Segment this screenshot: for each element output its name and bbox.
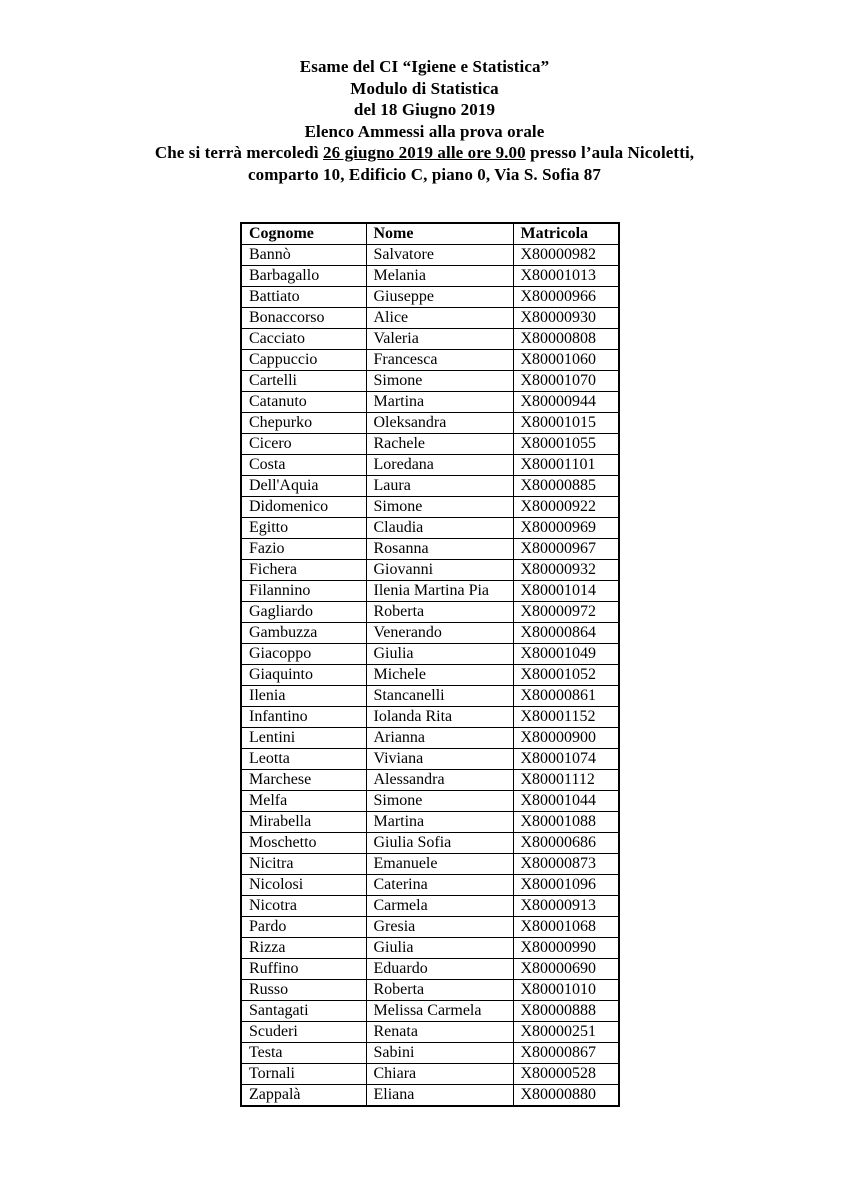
cell-nome: Martina <box>366 812 513 833</box>
cell-cognome: Ilenia <box>241 686 366 707</box>
table-row <box>241 665 619 686</box>
table-body <box>241 245 619 1107</box>
table-row <box>241 959 619 980</box>
cell-cognome: Infantino <box>241 707 366 728</box>
cell-matricola: X80000922 <box>513 497 619 518</box>
cell-cognome: Mirabella <box>241 812 366 833</box>
cell-cognome: Giaquinto <box>241 665 366 686</box>
table-row <box>241 476 619 497</box>
cell-cognome: Barbagallo <box>241 266 366 287</box>
table-row <box>241 812 619 833</box>
cell-nome: Alessandra <box>366 770 513 791</box>
cell-cognome: Moschetto <box>241 833 366 854</box>
admitted-students-table <box>240 222 620 1107</box>
table-row <box>241 350 619 371</box>
table-row <box>241 938 619 959</box>
table-row <box>241 455 619 476</box>
cell-nome: Roberta <box>366 980 513 1001</box>
cell-matricola: X80000944 <box>513 392 619 413</box>
cell-nome: Francesca <box>366 350 513 371</box>
cell-nome: Salvatore <box>366 245 513 266</box>
cell-matricola: X80000966 <box>513 287 619 308</box>
cell-matricola: X80001014 <box>513 581 619 602</box>
cell-cognome: Santagati <box>241 1001 366 1022</box>
cell-matricola: X80000930 <box>513 308 619 329</box>
table-row <box>241 1043 619 1064</box>
cell-nome: Roberta <box>366 602 513 623</box>
table-row <box>241 581 619 602</box>
table-row <box>241 1022 619 1043</box>
table-row <box>241 644 619 665</box>
table-row <box>241 1085 619 1107</box>
header-line-oral-exam-info <box>0 142 849 164</box>
cell-matricola: X80000867 <box>513 1043 619 1064</box>
table-row <box>241 602 619 623</box>
cell-cognome: Russo <box>241 980 366 1001</box>
cell-cognome: Cappuccio <box>241 350 366 371</box>
cell-matricola: X80001013 <box>513 266 619 287</box>
cell-matricola: X80000885 <box>513 476 619 497</box>
cell-nome: Oleksandra <box>366 413 513 434</box>
cell-nome: Eliana <box>366 1085 513 1107</box>
cell-cognome: Testa <box>241 1043 366 1064</box>
cell-cognome: Catanuto <box>241 392 366 413</box>
cell-matricola: X80000913 <box>513 896 619 917</box>
cell-cognome: Fichera <box>241 560 366 581</box>
cell-nome: Melissa Carmela <box>366 1001 513 1022</box>
table-row <box>241 245 619 266</box>
cell-nome: Simone <box>366 371 513 392</box>
cell-nome: Michele <box>366 665 513 686</box>
cell-nome: Giulia Sofia <box>366 833 513 854</box>
cell-matricola: X80001152 <box>513 707 619 728</box>
oral-info-suffix: presso l’aula Nicoletti, <box>525 143 695 163</box>
cell-matricola: X80000990 <box>513 938 619 959</box>
cell-cognome: Gagliardo <box>241 602 366 623</box>
cell-nome: Stancanelli <box>366 686 513 707</box>
table-row <box>241 749 619 770</box>
table-row <box>241 1064 619 1085</box>
table-row <box>241 392 619 413</box>
cell-nome: Gresia <box>366 917 513 938</box>
header-line-module: Modulo di Statistica <box>350 78 499 98</box>
oral-info-prefix: Che si terrà mercoledì <box>154 143 324 163</box>
cell-matricola: X80000861 <box>513 686 619 707</box>
cell-nome: Renata <box>366 1022 513 1043</box>
cell-matricola: X80000686 <box>513 833 619 854</box>
cell-nome: Caterina <box>366 875 513 896</box>
cell-matricola: X80000888 <box>513 1001 619 1022</box>
cell-matricola: X80000932 <box>513 560 619 581</box>
cell-matricola: X80001044 <box>513 791 619 812</box>
cell-matricola: X80001015 <box>513 413 619 434</box>
cell-cognome: Lentini <box>241 728 366 749</box>
cell-nome: Claudia <box>366 518 513 539</box>
cell-nome: Simone <box>366 497 513 518</box>
cell-matricola: X80001096 <box>513 875 619 896</box>
cell-nome: Giuseppe <box>366 287 513 308</box>
cell-matricola: X80001060 <box>513 350 619 371</box>
cell-cognome: Egitto <box>241 518 366 539</box>
cell-matricola: X80001112 <box>513 770 619 791</box>
cell-cognome: Melfa <box>241 791 366 812</box>
table-row <box>241 707 619 728</box>
table-row <box>241 896 619 917</box>
cell-nome: Martina <box>366 392 513 413</box>
cell-cognome: Zappalà <box>241 1085 366 1107</box>
cell-cognome: Nicotra <box>241 896 366 917</box>
cell-nome: Valeria <box>366 329 513 350</box>
cell-cognome: Gambuzza <box>241 623 366 644</box>
cell-cognome: Battiato <box>241 287 366 308</box>
cell-cognome: Leotta <box>241 749 366 770</box>
cell-cognome: Cacciato <box>241 329 366 350</box>
cell-nome: Melania <box>366 266 513 287</box>
table-row <box>241 287 619 308</box>
cell-matricola: X80001074 <box>513 749 619 770</box>
cell-nome: Iolanda Rita <box>366 707 513 728</box>
header-line-exam-title: Esame del CI “Igiene e Statistica” <box>299 57 550 76</box>
table-row <box>241 266 619 287</box>
cell-matricola: X80001055 <box>513 434 619 455</box>
cell-matricola: X80000967 <box>513 539 619 560</box>
cell-matricola: X80001070 <box>513 371 619 392</box>
cell-cognome: Scuderi <box>241 1022 366 1043</box>
cell-nome: Chiara <box>366 1064 513 1085</box>
cell-nome: Rachele <box>366 434 513 455</box>
cell-cognome: Nicitra <box>241 854 366 875</box>
cell-nome: Eduardo <box>366 959 513 980</box>
cell-matricola: X80000864 <box>513 623 619 644</box>
table-row <box>241 728 619 749</box>
column-header-matricola: Matricola <box>513 223 619 245</box>
cell-cognome: Chepurko <box>241 413 366 434</box>
table-row <box>241 686 619 707</box>
cell-matricola: X80001068 <box>513 917 619 938</box>
cell-nome: Ilenia Martina Pia <box>366 581 513 602</box>
cell-cognome: Pardo <box>241 917 366 938</box>
cell-cognome: Tornali <box>241 1064 366 1085</box>
cell-cognome: Cartelli <box>241 371 366 392</box>
document-header <box>0 56 849 186</box>
table-row <box>241 875 619 896</box>
cell-matricola: X80000972 <box>513 602 619 623</box>
table-row <box>241 560 619 581</box>
cell-matricola: X80000982 <box>513 245 619 266</box>
table-row <box>241 791 619 812</box>
oral-exam-datetime: 26 giugno 2019 alle ore 9.00 <box>323 143 526 163</box>
cell-matricola: X80000690 <box>513 959 619 980</box>
table-row <box>241 308 619 329</box>
cell-nome: Emanuele <box>366 854 513 875</box>
table-row <box>241 413 619 434</box>
cell-cognome: Bonaccorso <box>241 308 366 329</box>
table-row <box>241 371 619 392</box>
cell-nome: Giovanni <box>366 560 513 581</box>
table-row <box>241 434 619 455</box>
cell-matricola: X80001101 <box>513 455 619 476</box>
cell-nome: Giulia <box>366 644 513 665</box>
column-header-cognome: Cognome <box>241 223 366 245</box>
cell-matricola: X80000873 <box>513 854 619 875</box>
cell-nome: Giulia <box>366 938 513 959</box>
cell-cognome: Marchese <box>241 770 366 791</box>
cell-matricola: X80001088 <box>513 812 619 833</box>
cell-nome: Laura <box>366 476 513 497</box>
table-row <box>241 518 619 539</box>
cell-matricola: X80000900 <box>513 728 619 749</box>
header-line-exam-date: del 18 Giugno 2019 <box>353 100 496 120</box>
cell-cognome: Rizza <box>241 938 366 959</box>
table-header-row <box>241 223 619 245</box>
cell-cognome: Costa <box>241 455 366 476</box>
cell-matricola: X80001010 <box>513 980 619 1001</box>
table-row <box>241 980 619 1001</box>
cell-cognome: Filannino <box>241 581 366 602</box>
cell-nome: Sabini <box>366 1043 513 1064</box>
table-row <box>241 539 619 560</box>
cell-cognome: Cicero <box>241 434 366 455</box>
cell-nome: Venerando <box>366 623 513 644</box>
table-row <box>241 770 619 791</box>
cell-cognome: Didomenico <box>241 497 366 518</box>
cell-cognome: Fazio <box>241 539 366 560</box>
column-header-nome: Nome <box>366 223 513 245</box>
cell-matricola: X80001049 <box>513 644 619 665</box>
cell-matricola: X80000251 <box>513 1022 619 1043</box>
cell-nome: Viviana <box>366 749 513 770</box>
cell-matricola: X80000880 <box>513 1085 619 1107</box>
table-row <box>241 917 619 938</box>
table-row <box>241 833 619 854</box>
table-row <box>241 623 619 644</box>
cell-cognome: Ruffino <box>241 959 366 980</box>
table-row <box>241 497 619 518</box>
cell-cognome: Nicolosi <box>241 875 366 896</box>
table-row <box>241 854 619 875</box>
cell-nome: Arianna <box>366 728 513 749</box>
cell-nome: Rosanna <box>366 539 513 560</box>
cell-matricola: X80000528 <box>513 1064 619 1085</box>
cell-cognome: Dell'Aquia <box>241 476 366 497</box>
cell-nome: Loredana <box>366 455 513 476</box>
table-row <box>241 329 619 350</box>
header-line-address: comparto 10, Edificio C, piano 0, Via S. Sofia 87 <box>248 164 601 184</box>
cell-cognome: Giacoppo <box>241 644 366 665</box>
cell-cognome: Bannò <box>241 245 366 266</box>
cell-nome: Alice <box>366 308 513 329</box>
header-line-list-title: Elenco Ammessi alla prova orale <box>304 121 545 141</box>
cell-matricola: X80000808 <box>513 329 619 350</box>
cell-matricola: X80000969 <box>513 518 619 539</box>
table-row <box>241 1001 619 1022</box>
cell-matricola: X80001052 <box>513 665 619 686</box>
cell-nome: Carmela <box>366 896 513 917</box>
cell-nome: Simone <box>366 791 513 812</box>
